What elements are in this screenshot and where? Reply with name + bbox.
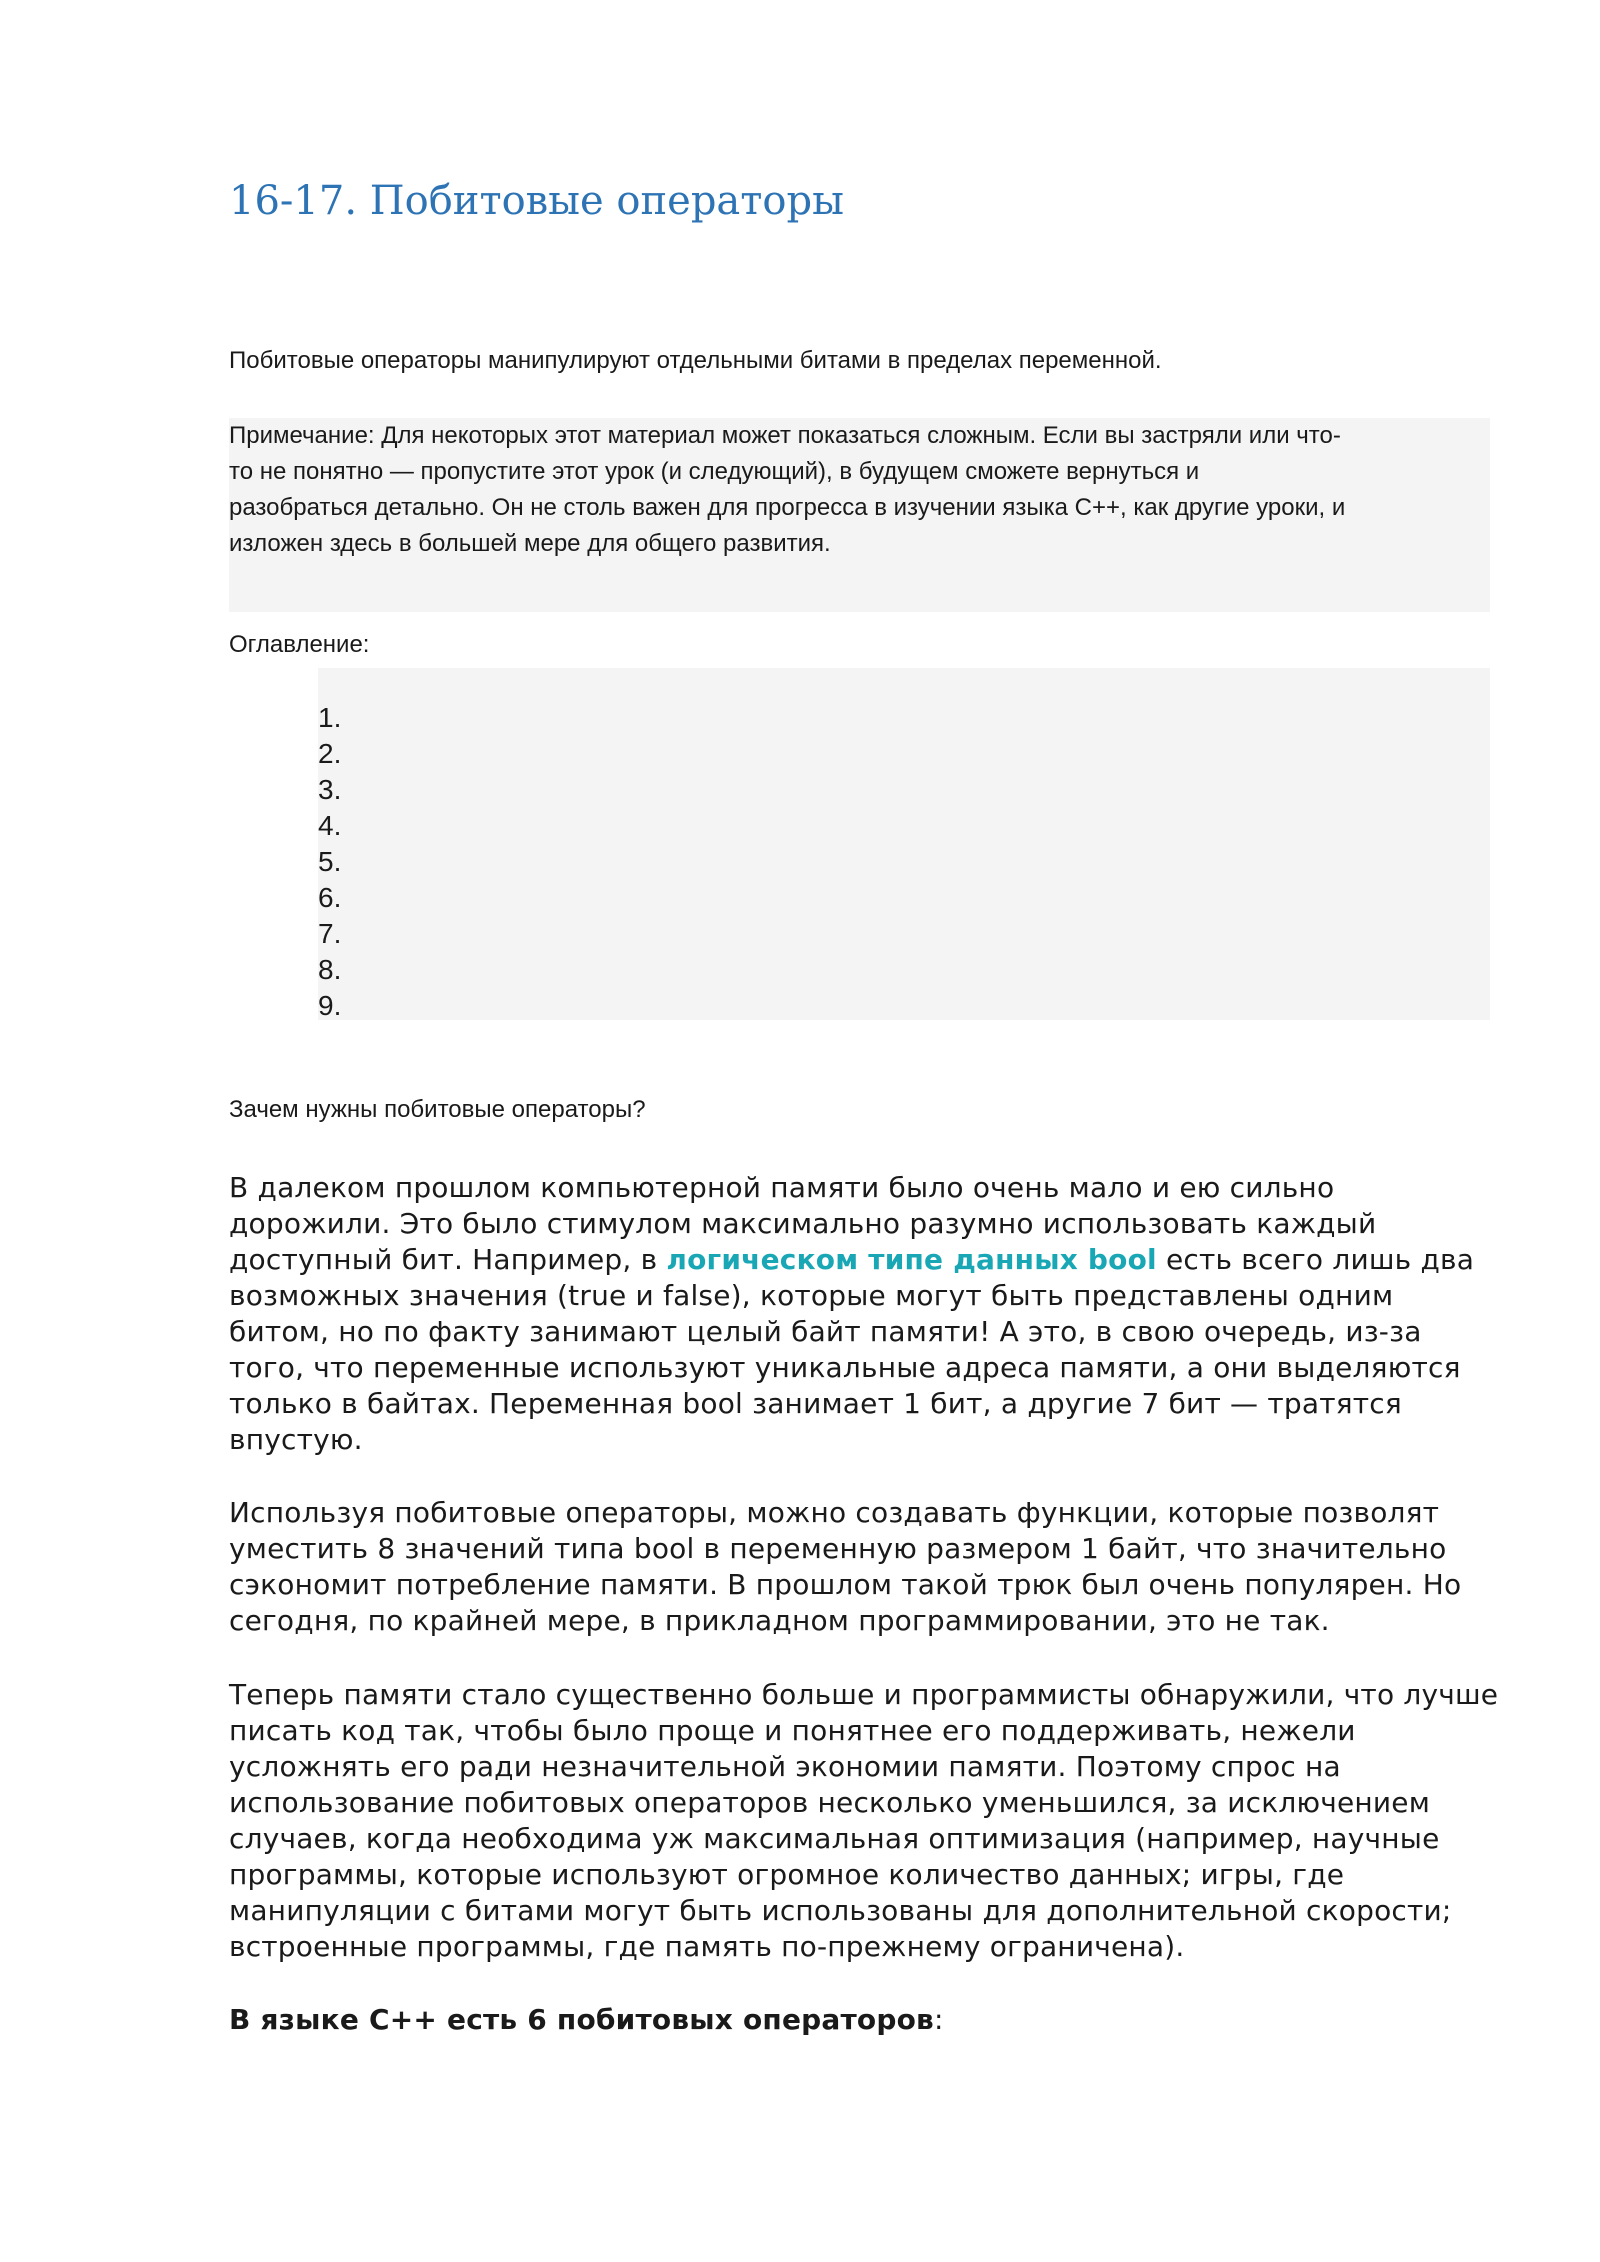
toc-item[interactable]: 2. (318, 738, 342, 769)
toc-item[interactable]: 6. (318, 882, 342, 913)
toc-item[interactable]: 1. (318, 702, 342, 733)
paragraph-modern-usage: Теперь памяти стало существенно больше и программисты обнаружили, что лучше писать код так, чтобы было проще и понятнее его поддерживать, нежели усложнять его ради незначительной экономии памяти. Поэтому спрос на использование побитовых операторов несколько уменьшился, за исключением случаев, когда необходима уж максимальная оптимизация (например, научные программы, которые используют огромное количество данных; игры, где манипуляции с битами могут быть использованы для дополнительной скорости; встроенные программы, где память по-прежнему ограничена). (229, 1678, 1499, 1963)
toc-item[interactable]: 3. (318, 774, 342, 805)
table-of-contents (318, 700, 341, 1024)
paragraph-bitwise-functions: Используя побитовые операторы, можно создавать функции, которые позволят уместить 8 значений типа bool в переменную размером 1 байт, что значительно сэкономит потребление памяти. В прошлом такой трюк был очень популярен. Но сегодня, по крайней мере, в прикладном программировании, это не так. (229, 1496, 1462, 1637)
paragraph-operators-intro (229, 2002, 1499, 2038)
toc-item[interactable]: 9. (318, 990, 342, 1021)
operators-count-text: В языке C++ есть 6 побитовых операторов (229, 2003, 934, 2036)
note-line: то не понятно — пропустите этот урок (и следующий), в будущем сможете вернуться и (229, 458, 1200, 485)
note-line: разобраться детально. Он не столь важен для прогресса в изучении языка C++, как другие уроки, и (229, 494, 1346, 521)
toc-item[interactable]: 8. (318, 954, 342, 985)
toc-background (318, 668, 1490, 1020)
page-title: 16-17. Побитовые операторы (229, 178, 844, 224)
toc-item[interactable]: 4. (318, 810, 342, 841)
paragraph-text: есть всего лишь два возможных значения (true и false), которые могут быть представлены одним битом, но по факту занимают целый байт памяти! А это, в свою очередь, из-за того, что переменные используют уникальные адреса памяти, а они выделяются только в байтах. Переменная bool занимает 1 бит, а другие 7 бит — тратятся впустую. (229, 1243, 1475, 1456)
toc-item[interactable]: 7. (318, 918, 342, 949)
note-line: изложен здесь в большей мере для общего развития. (229, 530, 831, 557)
section-heading: Зачем нужны побитовые операторы? (229, 1096, 646, 1123)
paragraph-memory-history (229, 1170, 1499, 1458)
paragraph-text: : (933, 2003, 944, 2036)
bool-type-link[interactable]: логическом типе данных bool (666, 1243, 1157, 1276)
paragraph-text: В далеком прошлом компьютерной памяти было очень мало и ею сильно дорожили. Это было стимулом максимально разумно использовать каждый доступный бит. Например, в (229, 1171, 1377, 1276)
note-paragraph (229, 418, 1490, 562)
intro-paragraph: Побитовые операторы манипулируют отдельными битами в пределах переменной. (229, 347, 1162, 374)
note-line: Примечание: Для некоторых этот материал может показаться сложным. Если вы застряли или что- (229, 422, 1341, 449)
toc-label: Оглавление: (229, 631, 370, 658)
toc-item[interactable]: 5. (318, 846, 342, 877)
